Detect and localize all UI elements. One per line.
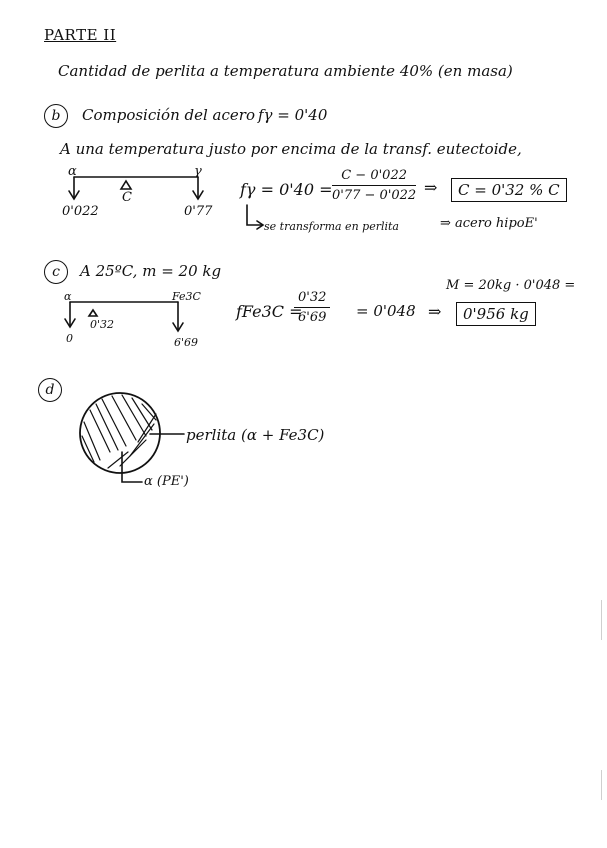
eq-b-numerator: C − 0'022 bbox=[332, 168, 416, 186]
eq-c-denominator: 6'69 bbox=[298, 310, 327, 325]
lever-c-alpha: α bbox=[64, 290, 72, 303]
lever-b-fulcrum bbox=[121, 181, 131, 189]
eq-b-conclusion: ⇒ acero hipoE' bbox=[440, 216, 538, 231]
page-title: PARTE II bbox=[44, 26, 117, 44]
section-d-marker: d bbox=[38, 378, 62, 402]
lever-b-note: se transforma en perlita bbox=[264, 220, 399, 233]
lever-c-fulcrum bbox=[89, 310, 97, 316]
lever-c-fe3c: Fe3C bbox=[172, 290, 201, 303]
lever-b-gamma: γ bbox=[194, 164, 202, 179]
section-b-marker: b bbox=[44, 104, 68, 128]
eq-c-numerator: 0'32 bbox=[294, 290, 330, 308]
section-c-heading: A 25ºC, m = 20 kg bbox=[80, 262, 222, 280]
section-b-condition: A una temperatura justo por encima de la transf. eutectoide, bbox=[60, 140, 522, 158]
alpha-phase-label: α (PE') bbox=[144, 474, 189, 489]
lever-b-alpha: α bbox=[68, 164, 77, 179]
eq-b-lhs: fγ = 0'40 = bbox=[240, 180, 333, 199]
eq-b-arrow: ⇒ bbox=[424, 178, 438, 197]
pearlite-lamellae bbox=[82, 395, 156, 468]
alpha-pointer bbox=[122, 452, 142, 482]
eq-b-denominator: 0'77 − 0'022 bbox=[332, 188, 417, 203]
section-b-heading: Composición del acero bbox=[82, 106, 255, 124]
eq-c-arrow: ⇒ bbox=[428, 302, 442, 321]
eq-c-value: = 0'048 bbox=[356, 302, 416, 320]
lever-b-right-value: 0'77 bbox=[184, 204, 213, 219]
lever-b-left-value: 0'022 bbox=[62, 204, 99, 219]
perlite-label: perlita (α + Fe3C) bbox=[186, 426, 325, 444]
scan-artefact bbox=[601, 600, 602, 640]
intro-line: Cantidad de perlita a temperatura ambiente 40% (en masa) bbox=[58, 62, 513, 80]
eq-c-result: 0'956 kg bbox=[456, 302, 536, 326]
scan-artefact bbox=[601, 770, 602, 800]
lever-b-c: C bbox=[122, 190, 132, 205]
lever-c-left-value: 0 bbox=[66, 332, 73, 345]
section-c-marker: c bbox=[44, 260, 68, 284]
eq-c-mass-calc: M = 20kg · 0'048 = bbox=[446, 278, 576, 293]
eq-b-result: C = 0'32 % C bbox=[451, 178, 567, 202]
fgamma-given: fγ = 0'40 bbox=[258, 106, 328, 124]
lever-c-mid-value: 0'32 bbox=[90, 318, 115, 331]
lever-c-right-value: 6'69 bbox=[174, 336, 199, 349]
eq-c-lhs: fFe3C = bbox=[236, 302, 303, 321]
